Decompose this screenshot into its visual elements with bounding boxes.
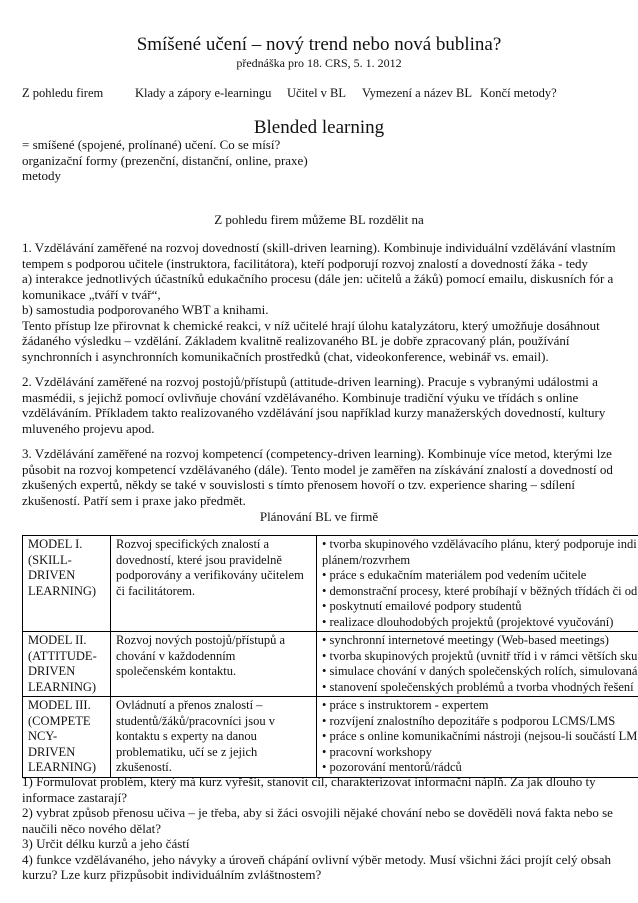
planning-steps: [22, 774, 622, 883]
cell-line: MODEL III.: [28, 698, 91, 712]
intro-line: metody: [22, 168, 61, 183]
paragraph-competency-driven: [22, 446, 622, 508]
paragraph-line: a) interakce jednotlivých účastníků edukačního procesu (dále jen: učitelů a žáků) pomocí emailu, diskusních fór a: [22, 271, 614, 286]
cell-line: • práce s online komunikačními nástroji (nejsou-li součástí LM: [322, 729, 638, 743]
cell-line: Rozvoj specifických znalostí a: [116, 537, 270, 551]
cell-line: (COMPETE: [28, 713, 91, 728]
cell-line: MODEL I.: [28, 537, 83, 551]
paragraph-line: zkušeností. Patří sem i praxe jako předmět.: [22, 492, 246, 508]
cell-line: kontaktu s experty na danou: [116, 729, 257, 743]
step-line: 4) funkce vzdělávaného, jeho návyky a úroveň chápání ovlivní výběr metody. Musí všichni žáci projít celý obsah: [22, 851, 612, 867]
cell-line: Ovládnutí a přenos znalostí –: [116, 698, 263, 712]
paragraph-line: 2. Vzdělávání zaměřené na rozvoj postojů/přístupů (attitude-driven learning). Pracuje s vybranými událostmi a: [22, 374, 598, 389]
paragraph-line: masmédii, s jejichž pomocí ovlivňuje chování vzdělávaného. Kombinuje tradiční výuku ve třídách s online: [22, 389, 579, 405]
cell-line: dovedností, které jsou pravidelně: [116, 552, 282, 567]
paragraph-attitude-driven: [22, 374, 622, 436]
cell-line: (SKILL-: [28, 552, 72, 567]
cell-line: NCY-: [28, 729, 58, 743]
intro-definition: [22, 137, 308, 184]
nav-link-klady-a-zapory[interactable]: Klady a zápory e-learningu: [135, 86, 272, 100]
paragraph-line: komunikace „tváří v tvář“,: [22, 286, 161, 302]
paragraph-line: Tento přístup lze přirovnat k chemické reakci, v níž učitelé hrají úlohu katalyzátoru, který umožňuje dosáhnout: [22, 317, 600, 333]
section-heading: Blended learning: [253, 117, 385, 138]
nav-link-z-pohledu-firem[interactable]: Z pohledu firem: [22, 86, 104, 100]
cell-line: • demonstrační procesy, které probíhají v běžných třídách či od: [322, 583, 638, 598]
table-row: [23, 536, 638, 632]
document-title: Smíšené učení – nový trend nebo nová bublina?: [136, 34, 502, 55]
step-line: kurzu? Lze kurz přizpůsobit individuálním zvláštnostem?: [22, 867, 322, 882]
activities-cell: [317, 632, 638, 697]
paragraph-line: b) samostudia podporovaného WBT a knihami.: [22, 302, 269, 317]
cell-line: DRIVEN: [28, 744, 76, 759]
activities-cell: [317, 697, 638, 778]
cell-line: • realizace dlouhodobých projektů (projektové vyučování): [322, 614, 614, 629]
paragraph-line: synchronních i asynchronních komunikačních prostředků (chat, videokonference, webinář vs. email).: [22, 348, 549, 364]
table-row: [23, 632, 638, 697]
cell-line: DRIVEN: [28, 664, 76, 678]
cell-line: • tvorba skupinového vzdělávacího plánu, který podporuje indi: [322, 537, 637, 551]
model-cell: [23, 632, 111, 697]
paragraph-line: mluveného projevu apod.: [22, 420, 155, 436]
step-line: 2) vybrat způsob přenosu učiva – je třeba, aby si žáci osvojili nějaké chování nebo se dověděli nová fakta nebo se: [22, 805, 613, 820]
step-line: 3) Určit délku kurzů a jeho částí: [22, 836, 190, 851]
step-line: informace zastarají?: [22, 789, 128, 805]
paragraph-line: žádaného výsledku – vzdělání. Základem kvalitně realizovaného BL je dobře zpracovaný plán, používání: [22, 333, 570, 348]
paragraph-line: 1. Vzdělávání zaměřené na rozvoj dovedností (skill-driven learning). Kombinuje individuální vzdělávání vlastním: [22, 240, 616, 255]
cell-line: studentů/žáků/pracovníci jsou v: [116, 713, 275, 728]
paragraph-line: působit na rozvoj kompetencí vzdělávaného (dále). Tento model je zaměřen na získávání znalostí a dovedností od: [22, 461, 613, 477]
section-subheading: Z pohledu firem můžeme BL rozdělit na: [214, 212, 424, 227]
paragraph-line: vzděláváním. Příkladem takto realizovaného vzdělávání jsou například kurzy manažerských dovedností, kultury: [22, 405, 606, 420]
cell-line: či facilitátorem.: [116, 583, 196, 598]
paragraph-line: zkušených expertů, někdy se také v souvislosti s tímto přenosem hovoří o tzv. experience sharing – sdílení: [22, 477, 575, 492]
cell-line: Rozvoj nových postojů/přístupů a: [116, 633, 286, 647]
cell-line: LEARNING): [28, 583, 97, 598]
cell-line: • poskytnutí emailové podpory studentů: [322, 599, 522, 613]
cell-line: LEARNING): [28, 679, 97, 694]
cell-line: plánem/rozvrhem: [322, 552, 411, 567]
cell-line: • synchronní internetové meetingy (Web-based meetings): [322, 633, 609, 647]
paragraph-skill-driven: [22, 240, 622, 364]
cell-line: MODEL II.: [28, 633, 87, 647]
cell-line: společenském kontaktu.: [116, 664, 237, 678]
cell-line: • tvorba skupinových projektů (uvnitř tříd i v rámci větších sku: [322, 648, 638, 663]
document-subtitle: přednáška pro 18. CRS, 5. 1. 2012: [236, 56, 402, 70]
paragraph-line: 3. Vzdělávání zaměřené na rozvoj kompetencí (competency-driven learning). Kombinuje více metod, kterými lze: [22, 446, 612, 461]
focus-cell: [111, 632, 317, 697]
step-line: 1) Formulovat problém, který má kurz vyřešit, stanovit cíl, charakterizovat informační náplň. Za jak dlouho ty: [22, 774, 596, 789]
nav-link-ucitel-v-bl[interactable]: Učitel v BL: [287, 86, 347, 100]
activities-cell: [317, 536, 638, 632]
focus-cell: [111, 536, 317, 632]
topic-navigation: [22, 86, 638, 102]
table-row: [23, 697, 638, 778]
paragraph-line: tempem s podporou učitele (instruktora, facilitátora), kteří podporují rozvoj znalostí a dovedností žáka - tedy: [22, 255, 589, 271]
cell-line: zkušeností.: [116, 760, 172, 774]
model-cell: [23, 697, 111, 778]
focus-cell: [111, 697, 317, 778]
cell-line: • práce s edukačním materiálem pod vedením učitele: [322, 568, 587, 582]
cell-line: • rozvíjení znalostního depozitáře s podporou LCMS/LMS: [322, 713, 616, 728]
cell-line: podporovány a verifikovány učitelem: [116, 568, 304, 582]
nav-link-konci-metody[interactable]: Končí metody?: [480, 86, 557, 100]
cell-line: LEARNING): [28, 760, 97, 774]
nav-link-vymezeni-a-nazev-bl[interactable]: Vymezení a název BL: [362, 86, 473, 100]
cell-line: (ATTITUDE-: [28, 648, 97, 663]
cell-line: • práce s instruktorem - expertem: [322, 698, 489, 712]
table-caption: Plánování BL ve firmě: [259, 509, 379, 524]
cell-line: • stanovení společenských problémů a tvorba vhodných řešení: [322, 679, 634, 694]
bl-planning-table: [22, 535, 638, 778]
step-line: naučili něco nového dělat?: [22, 820, 161, 836]
intro-line: = smíšené (spojené, prolínané) učení. Co se mísí?: [22, 137, 281, 152]
cell-line: DRIVEN: [28, 568, 76, 582]
cell-line: • pozorování mentorů/rádců: [322, 760, 462, 774]
intro-line: organizační formy (prezenční, distanční, online, praxe): [22, 152, 308, 168]
cell-line: • simulace chování v daných společenských rolích, simulovaná: [322, 664, 638, 678]
cell-line: • pracovní workshopy: [322, 744, 432, 759]
cell-line: chování v každodenním: [116, 648, 236, 663]
model-cell: [23, 536, 111, 632]
cell-line: problematiku, učí se z jejich: [116, 744, 258, 759]
